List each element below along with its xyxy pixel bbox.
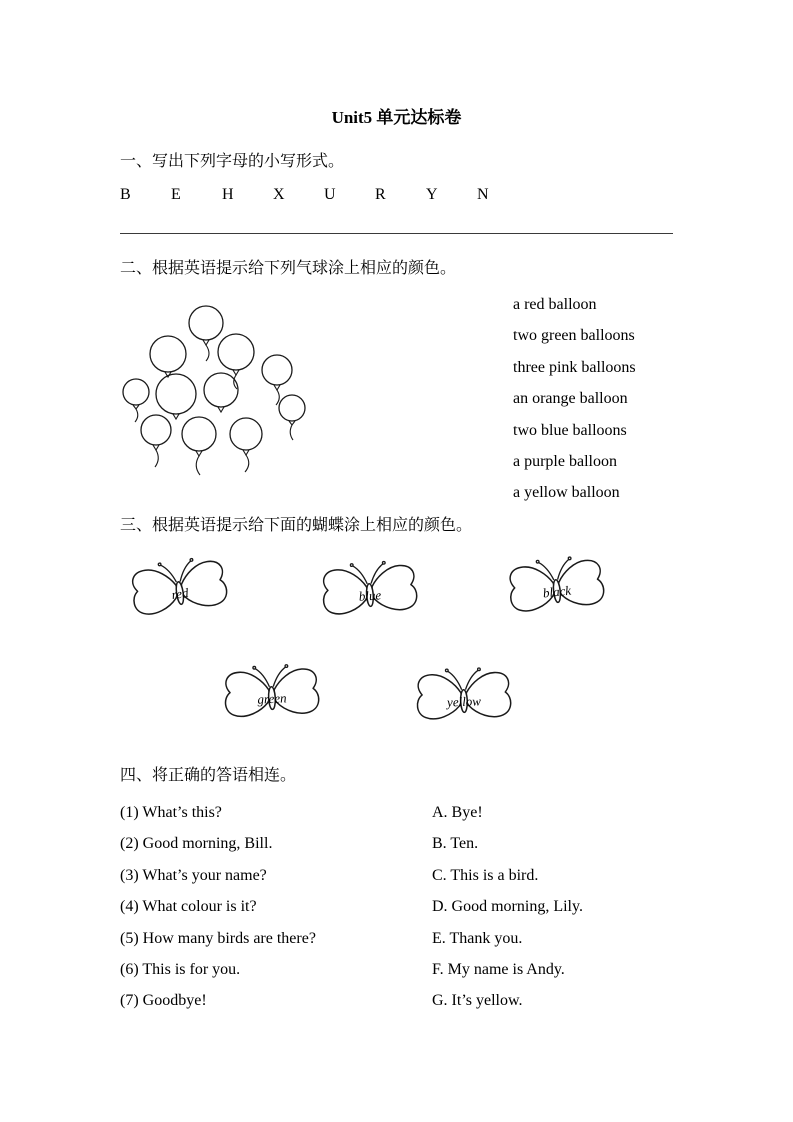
balloon-hint-list (513, 289, 636, 509)
hint-item: a red balloon (513, 296, 597, 313)
section3-heading: 三、根据英语提示给下面的蝴蝶涂上相应的颜色。 (120, 517, 473, 534)
letters-row (120, 186, 528, 204)
letter-h: H (222, 186, 234, 203)
balloons-illustration (122, 300, 317, 495)
section1-heading: 一、写出下列字母的小写形式。 (120, 153, 345, 170)
answer-item: E. Thank you. (432, 929, 523, 947)
hint-item: two green balloons (513, 327, 635, 345)
answer-item: B. Ten. (432, 835, 479, 853)
butterfly-black (501, 543, 614, 641)
hint-item: two blue balloons (513, 421, 627, 439)
hint-item: a purple balloon (513, 453, 617, 471)
letter-x: X (273, 186, 285, 203)
hint-item: an orange balloon (513, 390, 628, 408)
hint-item: a yellow balloon (513, 484, 620, 502)
butterfly-yellow (410, 656, 517, 748)
letter-e: E (171, 186, 181, 203)
question-item: (6) This is for you. (120, 961, 241, 979)
section4-heading: 四、将正确的答语相连。 (120, 767, 297, 784)
answer-item: D. Good morning, Lily. (432, 898, 583, 916)
answer-list (432, 797, 583, 1017)
question-list (120, 797, 316, 1017)
butterfly-label: yellow (446, 693, 482, 710)
butterfly-label: red (170, 584, 190, 603)
letter-n: N (477, 186, 489, 203)
question-item: (4) What colour is it? (120, 898, 257, 916)
answer-item: F. My name is Andy. (432, 961, 565, 979)
question-item: (5) How many birds are there? (120, 929, 316, 947)
butterfly-blue (315, 548, 425, 643)
letter-y: Y (426, 186, 438, 203)
butterfly-green (218, 652, 326, 745)
butterfly-label: black (542, 582, 572, 601)
question-item: (2) Good morning, Bill. (120, 835, 273, 853)
answer-blank-line (120, 233, 673, 234)
answer-item: A. Bye! (432, 804, 483, 821)
question-item: (7) Goodbye! (120, 992, 207, 1010)
letter-b: B (120, 186, 131, 203)
answer-item: C. This is a bird. (432, 866, 539, 884)
page-title: Unit5 单元达标卷 (331, 108, 462, 127)
butterfly-red (122, 543, 237, 645)
letter-r: R (375, 186, 386, 203)
hint-item: three pink balloons (513, 358, 636, 376)
letter-u: U (324, 186, 336, 203)
question-item: (1) What’s this? (120, 804, 222, 821)
butterfly-label: green (257, 690, 287, 707)
butterfly-label: blue (358, 587, 382, 604)
question-item: (3) What’s your name? (120, 866, 267, 884)
section2-heading: 二、根据英语提示给下列气球涂上相应的颜色。 (120, 260, 457, 277)
answer-item: G. It’s yellow. (432, 992, 523, 1010)
